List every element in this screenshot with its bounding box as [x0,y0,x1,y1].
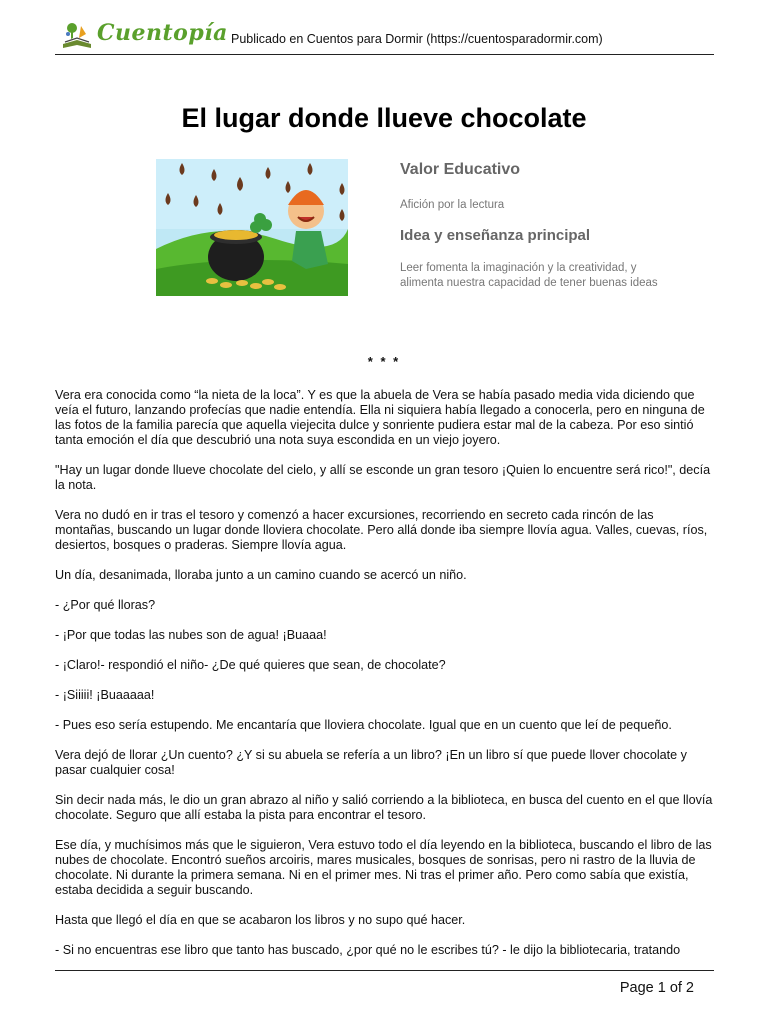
paragraph: Ese día, y muchísimos más que le siguieron, Vera estuvo todo el día leyendo en la biblioteca, buscando el libro de las nubes de chocolate. Encontró sueños arcoiris, mares musicales, bosques de sonrisas, pero ni rastro de la lluvia de chocolate. Ni durante la primera semana. Ni en el primer mes. Ni tras el primer año. Pero como sabía que existía, estaba decidida a seguir buscando. [55,838,712,897]
paragraph: - Si no encuentras ese libro que tanto has buscado, ¿por qué no le escribes tú? - le dijo la bibliotecaria, tratando [55,943,681,957]
book-icon [63,23,91,48]
story-illustration [156,159,348,296]
paragraph: "Hay un lugar donde llueve chocolate del cielo, y allí se esconde un gran tesoro ¡Quien lo encuentre será rico!", decía la nota. [55,463,711,492]
paragraph: Un día, desanimada, lloraba junto a un camino cuando se acercó un niño. [55,568,467,582]
paragraph: - Pues eso sería estupendo. Me encantaría que lloviera chocolate. Igual que en un cuento que leí de pequeño. [55,718,672,732]
section-separator: * * * [367,354,401,369]
valor-heading: Valor Educativo [400,161,521,178]
logo-text: Cuentopía [97,20,228,46]
story-title: El lugar donde llueve chocolate [181,103,587,133]
paragraph: - ¿Por qué lloras? [55,598,156,612]
idea-text: Leer fomenta la imaginación y la creatividad, y alimenta nuestra capacidad de tener buenas ideas [400,262,658,289]
paragraph: Sin decir nada más, le dio un gran abrazo al niño y salió corriendo a la biblioteca, en busca del cuento en el que llovía chocolate. Seguro que allí estaba la pista para encontrar el tesoro. [55,793,713,822]
page-number: Page 1 of 2 [619,980,694,996]
paragraph: Vera dejó de llorar ¿Un cuento? ¿Y si su abuela se refería a un libro? ¡En un libro sí que puede llover chocolate y pasar cualquier cosa! [55,748,687,777]
published-in-text: Publicado en Cuentos para Dormir (https://cuentosparadormir.com) [231,32,603,46]
story-body [55,388,715,973]
paragraph: Hasta que llegó el día en que se acabaron los libros y no supo qué hacer. [55,913,466,927]
paragraph: Vera no dudó en ir tras el tesoro y comenzó a hacer excursiones, recorriendo en secreto cada rincón de las montañas, buscando un lugar donde lloviera chocolate. Pero allá donde iba siempre llovía agua. Valles, cuevas, ríos, desiertos, bosques o praderas. Siempre llovía agua. [55,508,708,552]
paragraph: - ¡Siiiii! ¡Buaaaaa! [55,688,155,702]
page-header [55,18,714,55]
idea-heading: Idea y enseñanza principal [400,227,591,244]
paragraph: Vera era conocida como “la nieta de la loca”. Y es que la abuela de Vera se había pasado media vida diciendo que veía el futuro, lanzando profecías que nadie entendía. Ella ni siquiera había llegado a conocerla, pero en ninguna de las fotos de la familia parecía que aquella viejecita dulce y sonriente pudiera estar mal de la cabeza. Por eso sintió tanta emoción el día que descubrió una nota suya escondida en un viejo joyero. [55,388,705,447]
paragraph: - ¡Por que todas las nubes son de agua! ¡Buaaa! [55,628,327,642]
valor-text: Afición por la lectura [400,199,505,211]
paragraph: - ¡Claro!- respondió el niño- ¿De qué quieres que sean, de chocolate? [55,658,446,672]
footer-rule [55,970,714,971]
